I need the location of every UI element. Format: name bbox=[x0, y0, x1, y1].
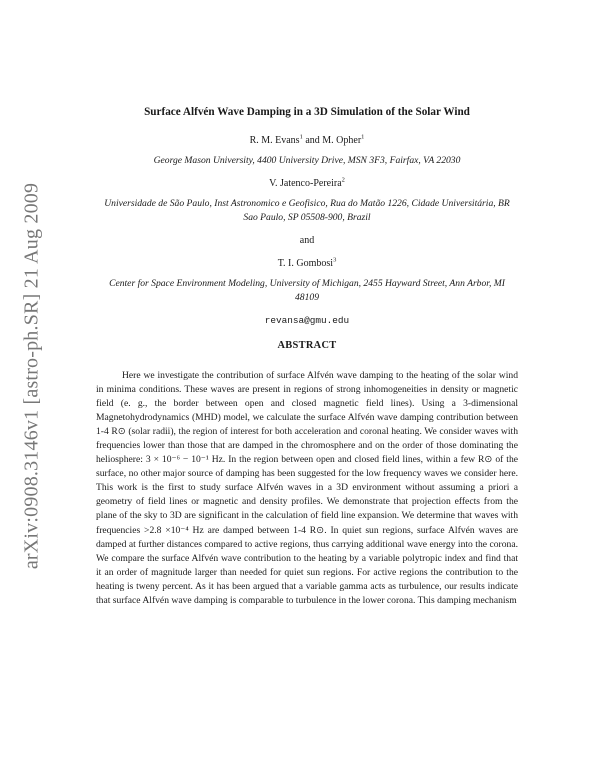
contact-email[interactable]: revansa@gmu.edu bbox=[264, 315, 350, 326]
author-and-separator: and bbox=[299, 235, 315, 246]
author-jatenco-affil-mark: 2 bbox=[341, 176, 345, 184]
abstract-text: Here we investigate the contribution of surface Alfvén wave damping to the heating of the solar wind in minima conditions. These waves are present in regions of strong inhomogeneities in density or magnetic field (e. g., the border between open and closed magnetic field lines). Using a 3-dimensional Magnetohydrodynamics (MHD) model, we calculate the surface Alfvén wave damping contribution between 1-4 R⊙ (solar radii), the region of interest for both acceleration and coronal heating. We consider waves with frequencies lower than those that are damped in the chromosphere and on the order of those dominating the heliosphere: 3 × 10⁻⁶ − 10⁻¹ Hz. In the region between open and closed field lines, within a few R⊙ of the surface, no other major source of damping has been suggested for the low frequency waves we consider here. This work is the first to study surface Alfvén waves in a 3D environment without assuming a priori a geometry of field lines or magnetic and density profiles. We demonstrate that projection effects from the plane of the sky to 3D are significant in the calculation of field line expansion. We determine that waves with frequencies >2.8 ×10⁻⁴ Hz are damped between 1-4 R⊙. In quiet sun regions, surface Alfvén waves are damped at further distances compared to active regions, thus carrying additional wave energy into the corona. We compare the surface Alfvén wave contribution to the heating by a variable polytropic index and find that it an order of magnitude larger than needed for quiet sun regions. For active regions the contribution to the heating is tweny percent. As it has been argued that a variable gamma acts as turbulence, our results indicate that surface Alfvén wave damping is comparable to turbulence in the lower corona. This damping mechanism bbox=[96, 370, 518, 606]
author-jatenco-pereira: V. Jatenco-Pereira bbox=[269, 178, 342, 189]
author-evans: R. M. Evans bbox=[249, 135, 300, 146]
affiliation-gmu: George Mason University, 4400 University Drive, MSN 3F3, Fairfax, VA 22030 bbox=[153, 155, 461, 166]
author-gombosi-affil-mark: 3 bbox=[333, 256, 337, 264]
author-line-3 bbox=[96, 258, 518, 269]
author-evans-affil-mark: 1 bbox=[299, 133, 303, 141]
author-joiner: and bbox=[302, 135, 323, 146]
author-line-1 bbox=[96, 135, 518, 146]
author-line-2 bbox=[96, 178, 518, 189]
arxiv-id-text: arXiv:0908.3146v1 [astro-ph.SR] 21 Aug 2009 bbox=[20, 182, 43, 569]
abstract-body bbox=[96, 369, 518, 608]
author-opher: M. Opher bbox=[322, 135, 362, 146]
affiliation-usp: Universidade de São Paulo, Inst Astronomico e Geofisico, Rua do Matão 1226, Cidade Universitária, BR Sao Paulo, SP 05508-900, Brazil bbox=[104, 198, 510, 223]
affiliation-umich: Center for Space Environment Modeling, University of Michigan, 2455 Hayward Street, Ann Arbor, MI 48109 bbox=[109, 278, 505, 303]
author-gombosi: T. I. Gombosi bbox=[277, 258, 334, 269]
paper-first-page bbox=[96, 106, 518, 608]
author-opher-affil-mark: 1 bbox=[361, 133, 365, 141]
paper-title: Surface Alfvén Wave Damping in a 3D Simulation of the Solar Wind bbox=[144, 106, 470, 118]
arxiv-identifier-stamp bbox=[12, 173, 52, 578]
abstract-heading: ABSTRACT bbox=[277, 340, 337, 351]
